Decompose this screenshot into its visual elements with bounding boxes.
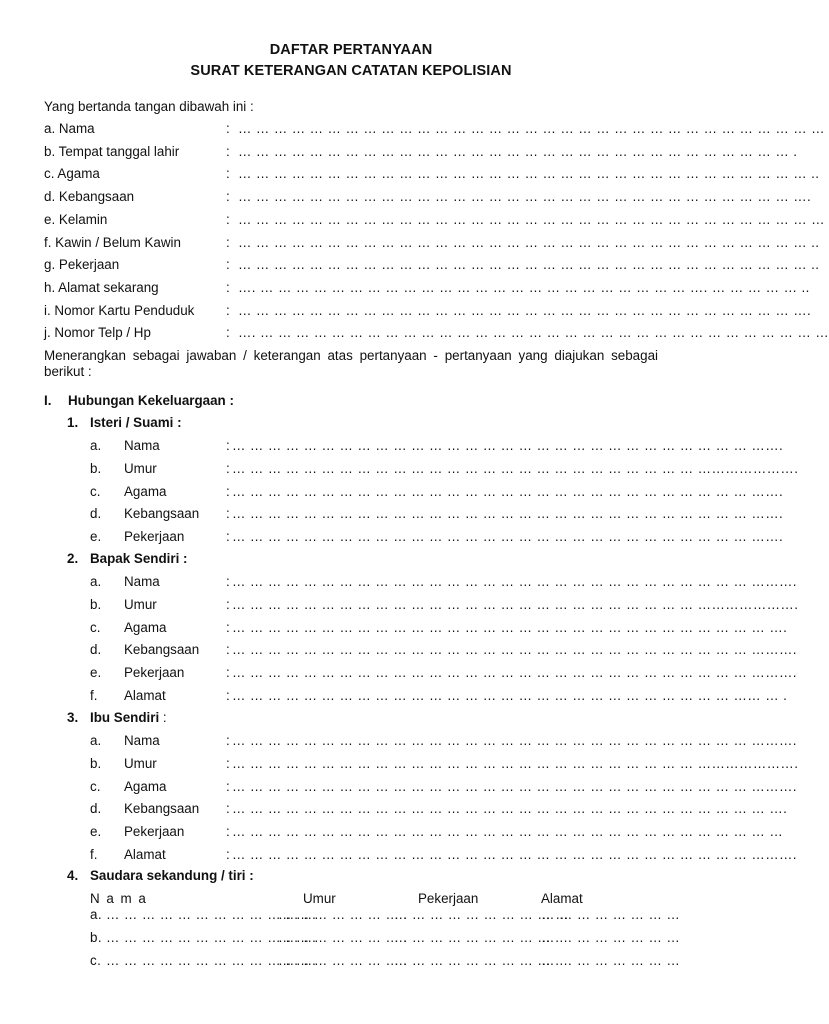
field-label: a. Nama xyxy=(44,121,95,136)
section-number: I. xyxy=(44,393,52,408)
field-blank[interactable]: … … … … … … … … … … … … … … … … … … … … … … … … … … … … … … … … … xyxy=(238,121,825,136)
field-row xyxy=(0,234,820,253)
field-colon: : xyxy=(226,574,230,589)
field-letter: d. xyxy=(90,801,102,817)
subsection-heading xyxy=(67,868,254,883)
subsection-field-row xyxy=(0,846,797,865)
field-label: Umur xyxy=(124,460,157,476)
subsection-field-row xyxy=(0,755,799,774)
subsection-title-suffix: : xyxy=(159,710,167,725)
field-row xyxy=(0,121,825,139)
field-letter: d. xyxy=(90,642,102,658)
field-blank[interactable]: … … … … … … … … … … … … … … … … … … … … … … … … … … …………………. xyxy=(232,755,799,771)
field-colon: : xyxy=(226,302,230,318)
field-letter: b. xyxy=(90,596,102,612)
field-colon: : xyxy=(226,687,230,703)
field-colon: : xyxy=(226,325,230,341)
field-row xyxy=(0,279,810,298)
sibling-cell-blank[interactable]: … … … … … … … … … … … … xyxy=(106,953,317,968)
field-colon: : xyxy=(226,801,230,817)
field-label: Alamat xyxy=(124,846,166,862)
field-blank[interactable]: … … … … … … … … … … … … … … … … … … … … … … … … … … … … … ………. xyxy=(232,665,797,680)
sibling-cell-blank[interactable]: … … … … … … … … xyxy=(541,930,681,945)
field-label: Kebangsaan xyxy=(124,801,200,817)
field-label: Pekerjaan xyxy=(124,824,185,839)
subsection-title: Isteri / Suami : xyxy=(90,415,182,430)
subsection-field-row xyxy=(0,665,797,683)
field-blank[interactable]: … … … … … … … … … … … … … … … … … … … … … … … … … … …………………. xyxy=(232,460,799,476)
field-row xyxy=(0,325,829,343)
field-blank[interactable]: … … … … … … … … … … … … … … … … … … … … … … … … … … … … … … … xyxy=(232,824,784,839)
field-letter: b. xyxy=(90,460,102,476)
subsection-field-row xyxy=(0,460,799,479)
sibling-cell-blank[interactable]: … … … … … … … … xyxy=(541,907,681,922)
subsection-heading xyxy=(67,415,182,430)
sibling-cell-blank[interactable]: … … … … … … … … xyxy=(541,953,681,968)
field-label: e. Kelamin xyxy=(44,211,108,227)
column-header: Pekerjaan xyxy=(418,891,479,906)
field-label: Kebangsaan xyxy=(124,506,200,522)
sibling-cell-blank[interactable]: … … … … … … … … … … xyxy=(394,907,569,922)
row-letter: b. xyxy=(90,930,102,945)
field-label: Umur xyxy=(124,596,157,612)
section-one-heading xyxy=(44,393,234,408)
field-letter: c. xyxy=(90,619,101,635)
field-row xyxy=(0,166,820,184)
field-letter: c. xyxy=(90,778,101,794)
field-blank[interactable]: … … … … … … … … … … … … … … … … … … … … … … … … … … … … … ……. xyxy=(232,483,784,499)
field-colon: : xyxy=(226,506,230,522)
field-label: Agama xyxy=(124,778,167,794)
field-colon: : xyxy=(226,846,230,862)
field-label: f. Kawin / Belum Kawin xyxy=(44,234,181,250)
subsection-field-row xyxy=(0,824,784,842)
field-blank[interactable]: … … … … … … … … … … … … … … … … … … … … … … … … … … … … … ………. xyxy=(232,733,797,748)
field-label: i. Nomor Kartu Penduduk xyxy=(44,302,195,318)
field-label: Alamat xyxy=(124,687,166,703)
subsection-number: 1. xyxy=(67,415,79,430)
intro-text: Yang bertanda tangan dibawah ini : xyxy=(44,99,254,114)
field-blank[interactable]: …. … … … … … … … … … … … … … … … … … … … … … … … … … … … … … … … … xyxy=(238,325,829,341)
field-letter: c. xyxy=(90,483,101,499)
field-colon: : xyxy=(226,483,230,499)
field-label: Pekerjaan xyxy=(124,665,185,680)
field-label: Kebangsaan xyxy=(124,642,200,658)
field-row xyxy=(0,143,798,162)
column-header: Umur xyxy=(303,891,336,906)
field-row xyxy=(0,257,820,275)
field-blank[interactable]: … … … … … … … … … … … … … … … … … … … … … … … … … … … … … … … …. xyxy=(238,189,812,205)
subsection-field-row xyxy=(0,529,784,547)
field-blank[interactable]: … … … … … … … … … … … … … … … … … … … … … … … … … … … … … … …. xyxy=(232,619,788,635)
field-label: b. Tempat tanggal lahir xyxy=(44,143,180,159)
field-blank[interactable]: … … … … … … … … … … … … … … … … … … … … … … … … … … … … … … … … .. xyxy=(238,166,820,182)
field-colon: : xyxy=(226,211,230,227)
sibling-cell-blank[interactable]: … … … … … … … … … … … … xyxy=(106,907,317,922)
field-colon: : xyxy=(226,257,230,273)
field-label: Umur xyxy=(124,755,157,771)
field-blank[interactable]: … … … … … … … … … … … … … … … … … … … … … … … … … … … … … ……. xyxy=(232,506,784,522)
field-colon: : xyxy=(226,279,230,295)
subsection-number: 4. xyxy=(67,868,79,883)
field-colon: : xyxy=(226,121,230,136)
field-colon: : xyxy=(226,234,230,250)
field-letter: a. xyxy=(90,733,102,748)
field-label: Nama xyxy=(124,574,160,589)
field-blank[interactable]: … … … … … … … … … … … … … … … … … … … … … … … … … … … … … … … . xyxy=(238,143,798,159)
sibling-cell-blank[interactable]: … … … … … … … … … . xyxy=(394,953,560,968)
field-colon: : xyxy=(226,529,230,544)
subsection-field-row xyxy=(0,506,784,524)
subsection-field-row xyxy=(0,596,799,615)
field-letter: f. xyxy=(90,846,98,862)
document-subtitle: SURAT KETERANGAN CATATAN KEPOLISIAN xyxy=(190,63,512,79)
field-blank[interactable]: … … … … … … … … … … … … … … … … … … … … … … … … … … … … …… … . xyxy=(232,687,788,703)
field-letter: d. xyxy=(90,506,102,522)
subsection-field-row xyxy=(0,574,797,592)
explanation-paragraph: Menerangkan sebagai jawaban / keterangan atas pertanyaan - pertanyaan yang diajukan sebagai berikut : xyxy=(44,348,658,379)
subsection-field-row xyxy=(0,619,788,638)
row-letter: c. xyxy=(90,953,102,968)
subsection-number: 3. xyxy=(67,710,79,725)
document-title: DAFTAR PERTANYAAN xyxy=(269,42,433,58)
subsection-field-row xyxy=(0,801,788,819)
sibling-cell-blank[interactable]: … … … … … … … . xyxy=(278,907,408,922)
field-blank[interactable]: … … … … … … … … … … … … … … … … … … … … … … … … … … … … … ………. xyxy=(232,846,797,862)
field-blank[interactable]: … … … … … … … … … … … … … … … … … … … … … … … … … … … … … … … …. xyxy=(238,302,812,318)
field-colon: : xyxy=(226,733,230,748)
subsection-title: Ibu Sendiri xyxy=(90,710,160,725)
field-blank[interactable]: … … … … … … … … … … … … … … … … … … … … … … … … … … … … … … … … .. xyxy=(238,257,820,273)
sibling-cell-blank[interactable]: … … … … … … … … … . xyxy=(394,930,560,945)
field-blank[interactable]: … … … … … … … … … … … … … … … … … … … … … … … … … … … … … … …. xyxy=(232,801,788,817)
field-blank[interactable]: … … … … … … … … … … … … … … … … … … … … … … … … … … …………………. xyxy=(232,596,799,612)
field-colon: : xyxy=(226,755,230,771)
field-letter: a. xyxy=(90,574,102,589)
subsection-heading xyxy=(67,710,167,725)
field-blank[interactable]: …. … … … … … … … … … … … … … … … … … … … … … … … … …. … … … … … .. xyxy=(238,279,810,295)
field-letter: e. xyxy=(90,824,102,839)
field-row xyxy=(0,189,812,207)
field-label: Nama xyxy=(124,438,160,453)
field-colon: : xyxy=(226,189,230,205)
subsection-field-row xyxy=(0,642,797,660)
sibling-cell-blank[interactable]: … … … … … … … . xyxy=(278,930,408,945)
field-colon: : xyxy=(226,619,230,635)
field-letter: e. xyxy=(90,529,102,544)
field-letter: e. xyxy=(90,665,102,680)
field-colon: : xyxy=(226,642,230,658)
subsection-field-row xyxy=(0,483,784,502)
field-blank[interactable]: … … … … … … … … … … … … … … … … … … … … … … … … … … … … … ……. xyxy=(232,529,784,544)
field-blank[interactable]: … … … … … … … … … … … … … … … … … … … … … … … … … … … … … ………. xyxy=(232,778,797,794)
field-letter: f. xyxy=(90,687,98,703)
subsection-number: 2. xyxy=(67,551,79,566)
field-letter: b. xyxy=(90,755,102,771)
field-colon: : xyxy=(226,166,230,182)
field-blank[interactable]: … … … … … … … … … … … … … … … … … … … … … … … … … … … … … ……. xyxy=(232,438,784,453)
field-label: j. Nomor Telp / Hp xyxy=(44,325,151,341)
sibling-cell-blank[interactable]: … … … … … … … … … … … … xyxy=(106,930,317,945)
section-title: Hubungan Kekeluargaan : xyxy=(68,393,234,408)
field-label: Pekerjaan xyxy=(124,529,185,544)
field-colon: : xyxy=(226,778,230,794)
field-label: Agama xyxy=(124,619,167,635)
field-colon: : xyxy=(226,438,230,453)
field-blank[interactable]: … … … … … … … … … … … … … … … … … … … … … … … … … … … … … ………. xyxy=(232,642,797,658)
subsection-field-row xyxy=(0,733,797,751)
field-blank[interactable]: … … … … … … … … … … … … … … … … … … … … … … … … … … … … … … … … … xyxy=(238,211,825,227)
field-colon: : xyxy=(226,596,230,612)
subsection-field-row xyxy=(0,778,797,797)
field-colon: : xyxy=(226,824,230,839)
row-letter: a. xyxy=(90,907,102,922)
field-row xyxy=(0,302,812,321)
field-letter: a. xyxy=(90,438,102,453)
column-header: Alamat xyxy=(541,891,583,906)
field-blank[interactable]: … … … … … … … … … … … … … … … … … … … … … … … … … … … … … … … … .. xyxy=(238,234,820,250)
field-colon: : xyxy=(226,665,230,680)
field-colon: : xyxy=(226,460,230,476)
subsection-field-row xyxy=(0,687,788,706)
subsection-title: Saudara sekandung / tiri : xyxy=(90,868,254,883)
subsection-title: Bapak Sendiri : xyxy=(90,551,188,566)
field-label: g. Pekerjaan xyxy=(44,257,120,273)
column-header: N a m a xyxy=(90,891,148,906)
field-blank[interactable]: … … … … … … … … … … … … … … … … … … … … … … … … … … … … … ………. xyxy=(232,574,797,589)
field-colon: : xyxy=(226,143,230,159)
subsection-field-row xyxy=(0,438,784,456)
field-label: d. Kebangsaan xyxy=(44,189,135,205)
field-label: c. Agama xyxy=(44,166,100,182)
field-label: h. Alamat sekarang xyxy=(44,279,159,295)
subsection-heading xyxy=(67,551,187,566)
field-label: Nama xyxy=(124,733,160,748)
sibling-cell-blank[interactable]: … … … … … … … . xyxy=(278,953,408,968)
field-label: Agama xyxy=(124,483,167,499)
field-row xyxy=(0,211,825,230)
